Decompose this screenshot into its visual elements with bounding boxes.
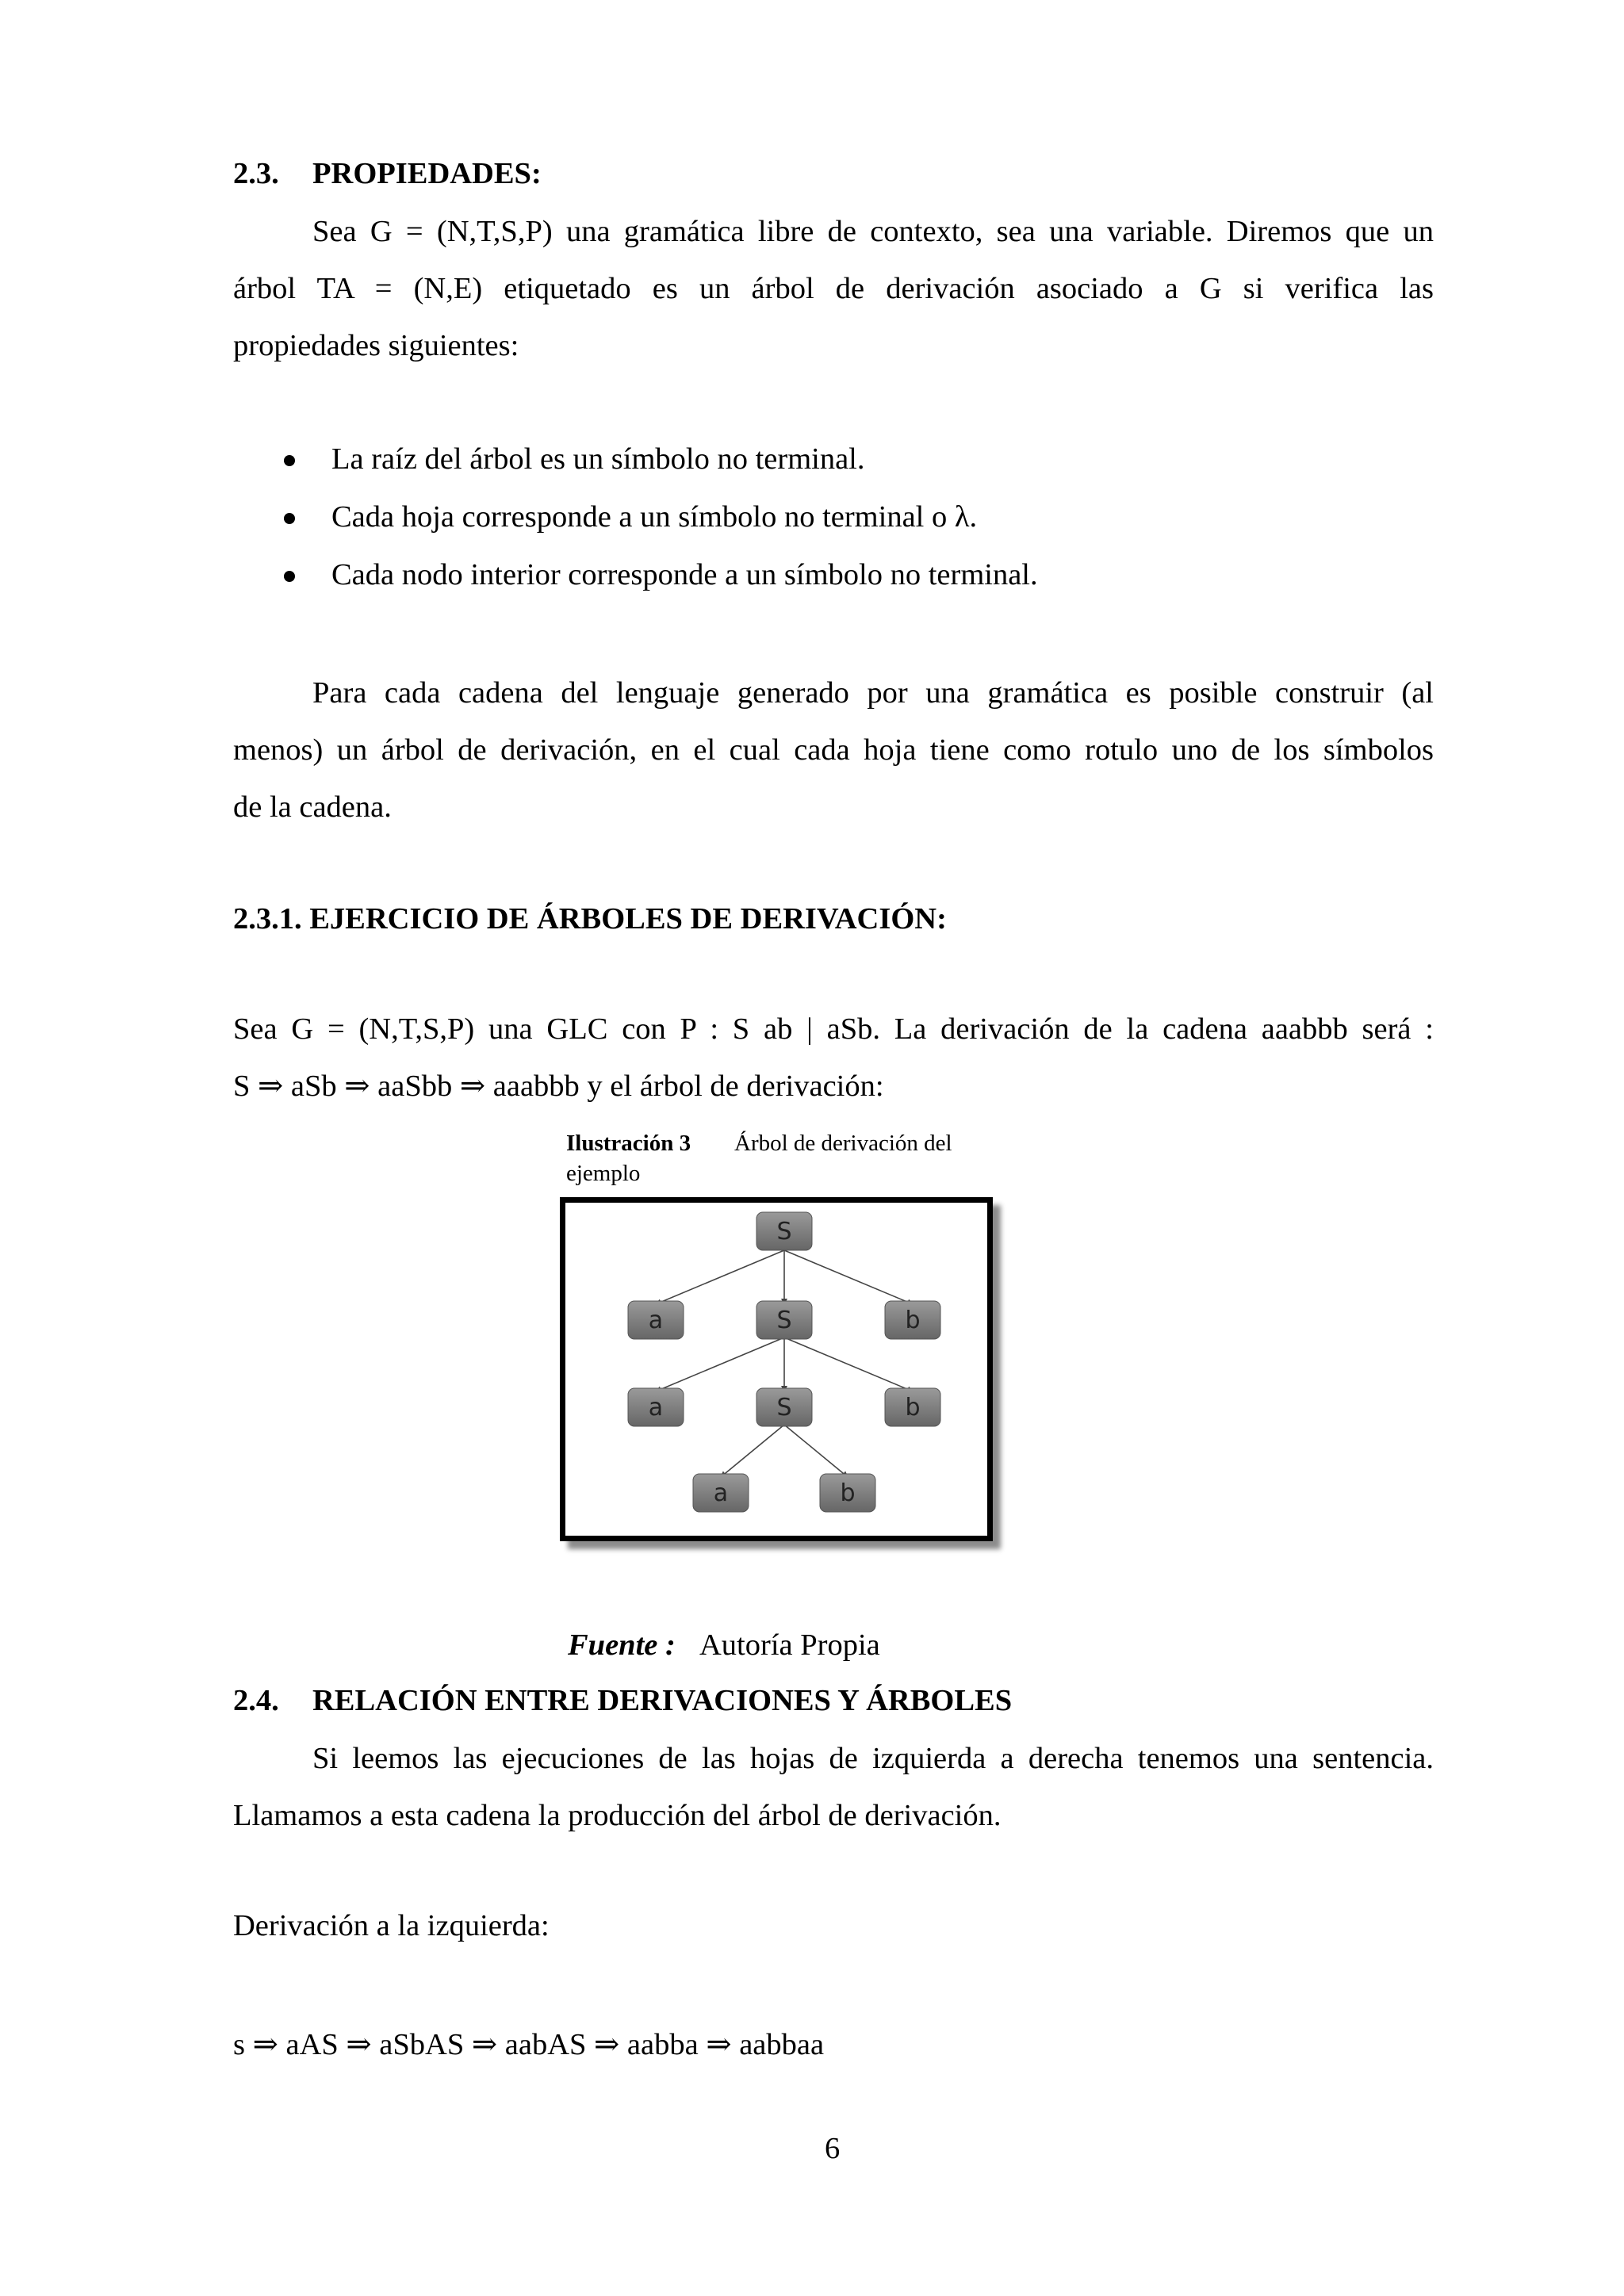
svg-text:S: S: [776, 1394, 792, 1422]
bullet-item: La raíz del árbol es un símbolo no terminal.: [331, 442, 865, 476]
figure-source-label: Fuente :: [568, 1628, 676, 1662]
paragraph-line: Sea G = (N,T,S,P) una gramática libre de contexto, sea una variable. Diremos que un: [312, 215, 1434, 248]
paragraph-line: Sea G = (N,T,S,P) una GLC con P : S ab | aSb. La derivación de la cadena aaabbb será :: [233, 1012, 1434, 1046]
svg-text:b: b: [840, 1479, 856, 1507]
paragraph-line: Llamamos a esta cadena la producción del árbol de derivación.: [233, 1799, 1002, 1832]
paragraph-line: S ⇒ aSb ⇒ aaSbb ⇒ aaabbb y el árbol de derivación:: [233, 1070, 884, 1103]
node-b: [885, 1388, 940, 1426]
derivation-sequence: s ⇒ aAS ⇒ aSbAS ⇒ aabAS ⇒ aabba ⇒ aabbaa: [233, 2028, 825, 2061]
node-a: [693, 1474, 749, 1512]
figure-caption-text: Árbol de derivación del: [734, 1131, 952, 1156]
node-b: [885, 1301, 940, 1339]
svg-text:S: S: [776, 1218, 792, 1246]
paragraph-line: árbol TA = (N,E) etiquetado es un árbol de derivación asociado a G si verifica las: [233, 272, 1434, 305]
svg-text:a: a: [713, 1479, 729, 1507]
svg-text:b: b: [905, 1394, 921, 1422]
derivation-tree: [565, 1203, 987, 1536]
node-root-s: [756, 1212, 812, 1250]
node-a: [628, 1388, 684, 1426]
section-number: 2.3.: [233, 157, 279, 190]
figure-source-text: Autoría Propia: [699, 1628, 880, 1662]
bullet-marker: [284, 513, 295, 524]
bullet-marker: [284, 455, 295, 466]
figure-caption-text: ejemplo: [566, 1161, 641, 1186]
figure-caption-label: Ilustración 3: [566, 1131, 691, 1156]
paragraph-line: de la cadena.: [233, 790, 392, 824]
node-s: [756, 1388, 812, 1426]
section-heading: RELACIÓN ENTRE DERIVACIONES Y ÁRBOLES: [312, 1684, 1013, 1717]
tree-edges: [656, 1250, 913, 1477]
svg-text:S: S: [776, 1307, 792, 1334]
svg-text:a: a: [648, 1307, 664, 1334]
derivation-label: Derivación a la izquierda:: [233, 1909, 550, 1942]
node-s: [756, 1301, 812, 1339]
svg-text:a: a: [648, 1394, 664, 1422]
node-a: [628, 1301, 684, 1339]
bullet-item: Cada nodo interior corresponde a un símbolo no terminal.: [331, 558, 1038, 591]
page-number: 6: [825, 2132, 841, 2165]
paragraph-line: Para cada cadena del lenguaje generado por una gramática es posible construir (al: [312, 676, 1434, 710]
paragraph-line: menos) un árbol de derivación, en el cual cada hoja tiene como rotulo uno de los símbolos: [233, 733, 1434, 767]
tree-edge: [656, 1337, 784, 1391]
tree-edge: [721, 1425, 784, 1477]
paragraph-line: Si leemos las ejecuciones de las hojas de izquierda a derecha tenemos una sentencia.: [312, 1742, 1434, 1775]
subsection-heading: 2.3.1. EJERCICIO DE ÁRBOLES DE DERIVACIÓN:: [233, 902, 947, 936]
node-b: [820, 1474, 875, 1512]
section-number: 2.4.: [233, 1684, 279, 1717]
bullet-item: Cada hoja corresponde a un símbolo no terminal o λ.: [331, 500, 978, 534]
section-heading: PROPIEDADES:: [312, 157, 542, 190]
svg-text:b: b: [905, 1307, 921, 1334]
tree-edge: [784, 1337, 913, 1391]
tree-edge: [784, 1250, 913, 1304]
bullet-marker: [284, 571, 295, 582]
tree-edge: [656, 1250, 784, 1304]
paragraph-line: propiedades siguientes:: [233, 329, 519, 362]
derivation-tree-figure: [560, 1197, 993, 1541]
tree-edge: [784, 1425, 848, 1477]
